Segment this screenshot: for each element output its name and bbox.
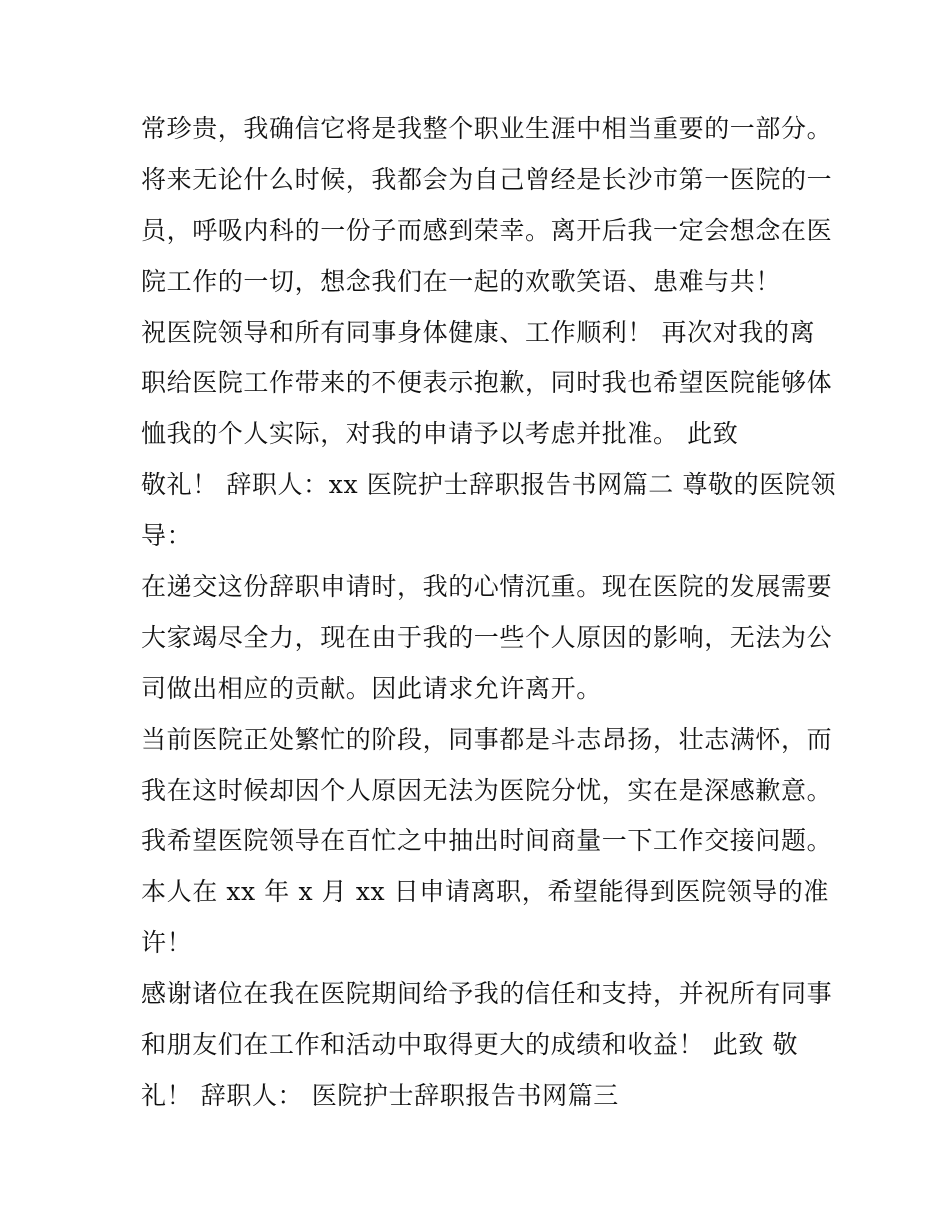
text-line: 在递交这份辞职申请时，我的心情沉重。现在医院的发展需要: [141, 572, 833, 602]
text-line: 和朋友们在工作和活动中取得更大的成绩和收益！ 此致 敬: [141, 1030, 799, 1060]
text-line: 礼！ 辞职人： 医院护士辞职报告书网篇三: [141, 1080, 619, 1110]
text-line: 职给医院工作带来的不便表示抱歉，同时我也希望医院能够体: [141, 368, 833, 398]
document-body: [141, 104, 837, 1122]
text-line: 本人在 xx 年 x 月 xx 日申请离职，希望能得到医院领导的准: [141, 877, 829, 907]
text-line: 恤我的个人实际，对我的申请予以考虑并批准。 此致: [141, 419, 739, 449]
text-line: 当前医院正处繁忙的阶段，同事都是斗志昂扬，壮志满怀，而: [141, 724, 833, 754]
text-line: 我希望医院领导在百忙之中抽出时间商量一下工作交接问题。: [141, 826, 833, 856]
text-line: 将来无论什么时候，我都会为自己曾经是长沙市第一医院的一: [141, 164, 833, 194]
text-line: 我在这时候却因个人原因无法为医院分忧，实在是深感歉意。: [141, 775, 833, 805]
text-line: 大家竭尽全力，现在由于我的一些个人原因的影响，无法为公: [141, 622, 833, 652]
text-line: 敬礼！ 辞职人：xx 医院护士辞职报告书网篇二 尊敬的医院领: [141, 470, 837, 500]
text-line: 祝医院领导和所有同事身体健康、工作顺利！ 再次对我的离: [141, 317, 816, 347]
text-line: 感谢诸位在我在医院期间给予我的信任和支持，并祝所有同事: [141, 979, 833, 1009]
text-line: 许！: [141, 928, 193, 958]
text-line: 员，呼吸内科的一份子而感到荣幸。离开后我一定会想念在医: [141, 215, 833, 245]
text-line: 常珍贵，我确信它将是我整个职业生涯中相当重要的一部分。: [141, 114, 833, 143]
text-line: 司做出相应的贡献。因此请求允许离开。: [141, 673, 602, 703]
text-line: 导：: [141, 521, 193, 551]
text-line: 院工作的一切，想念我们在一起的欢歌笑语、患难与共！: [141, 266, 782, 296]
